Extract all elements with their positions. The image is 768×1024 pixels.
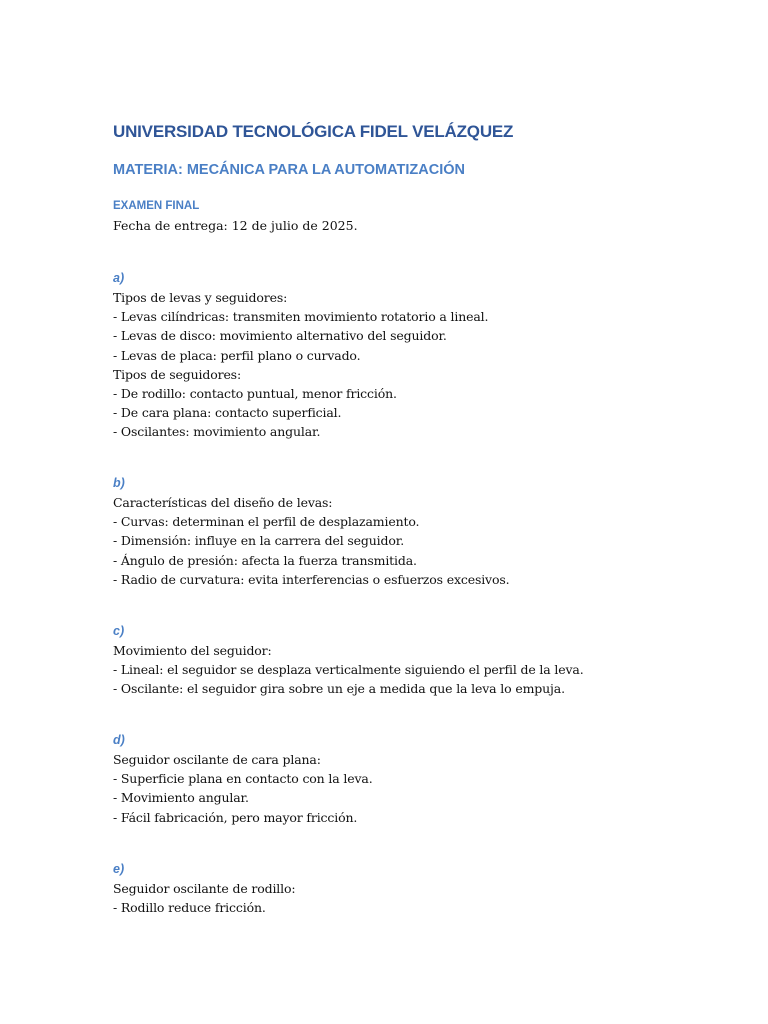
university-title: UNIVERSIDAD TECNOLÓGICA FIDEL VELÁZQUEZ <box>113 122 514 141</box>
section-line: - Oscilante: el seguidor gira sobre un eje a medida que la leva lo empuja. <box>113 681 565 697</box>
section-line: - Levas de placa: perfil plano o curvado. <box>113 347 361 363</box>
section-line: - Radio de curvatura: evita interferencias o esfuerzos excesivos. <box>113 571 510 587</box>
section-line: - Lineal: el seguidor se desplaza verticalmente siguiendo el perfil de la leva. <box>113 662 584 678</box>
section-line: - Fácil fabricación, pero mayor fricción. <box>113 809 358 825</box>
section-e <box>113 860 295 917</box>
section-line: Seguidor oscilante de cara plana: <box>113 752 321 767</box>
subject-heading: MATERIA: MECÁNICA PARA LA AUTOMATIZACIÓN <box>113 162 465 178</box>
section-line: - Ángulo de presión: afecta la fuerza transmitida. <box>113 552 417 568</box>
section-line: - Superficie plana en contacto con la leva. <box>113 771 373 787</box>
section-line: - De cara plana: contacto superficial. <box>113 405 342 421</box>
section-line: - De rodillo: contacto puntual, menor fricción. <box>113 386 397 402</box>
section-label: c) <box>113 624 125 638</box>
section-line: - Levas de disco: movimiento alternativo del seguidor. <box>113 328 447 344</box>
section-label: b) <box>113 476 125 490</box>
section-line: - Movimiento angular. <box>113 790 249 806</box>
section-line: Tipos de levas y seguidores: <box>113 290 288 305</box>
section-line: - Rodillo reduce fricción. <box>113 900 266 916</box>
section-line: - Dimensión: influye en la carrera del seguidor. <box>113 533 405 549</box>
due-date: Fecha de entrega: 12 de julio de 2025. <box>113 218 358 233</box>
section-label: a) <box>113 271 125 285</box>
section-line: Tipos de seguidores: <box>113 366 242 382</box>
section-line: Características del diseño de levas: <box>113 495 333 510</box>
section-line: Movimiento del seguidor: <box>113 643 272 658</box>
section-line: - Oscilantes: movimiento angular. <box>113 424 321 440</box>
section-label: e) <box>113 862 125 876</box>
section-c <box>113 622 584 699</box>
section-line: - Levas cilíndricas: transmiten movimiento rotatorio a lineal. <box>113 309 489 325</box>
exam-heading: EXAMEN FINAL <box>113 200 200 212</box>
section-line: - Curvas: determinan el perfil de desplazamiento. <box>113 514 420 530</box>
section-label: d) <box>113 733 125 747</box>
section-b <box>113 474 509 589</box>
section-a <box>113 269 488 442</box>
section-d <box>113 731 373 827</box>
section-line: Seguidor oscilante de rodillo: <box>113 881 296 896</box>
